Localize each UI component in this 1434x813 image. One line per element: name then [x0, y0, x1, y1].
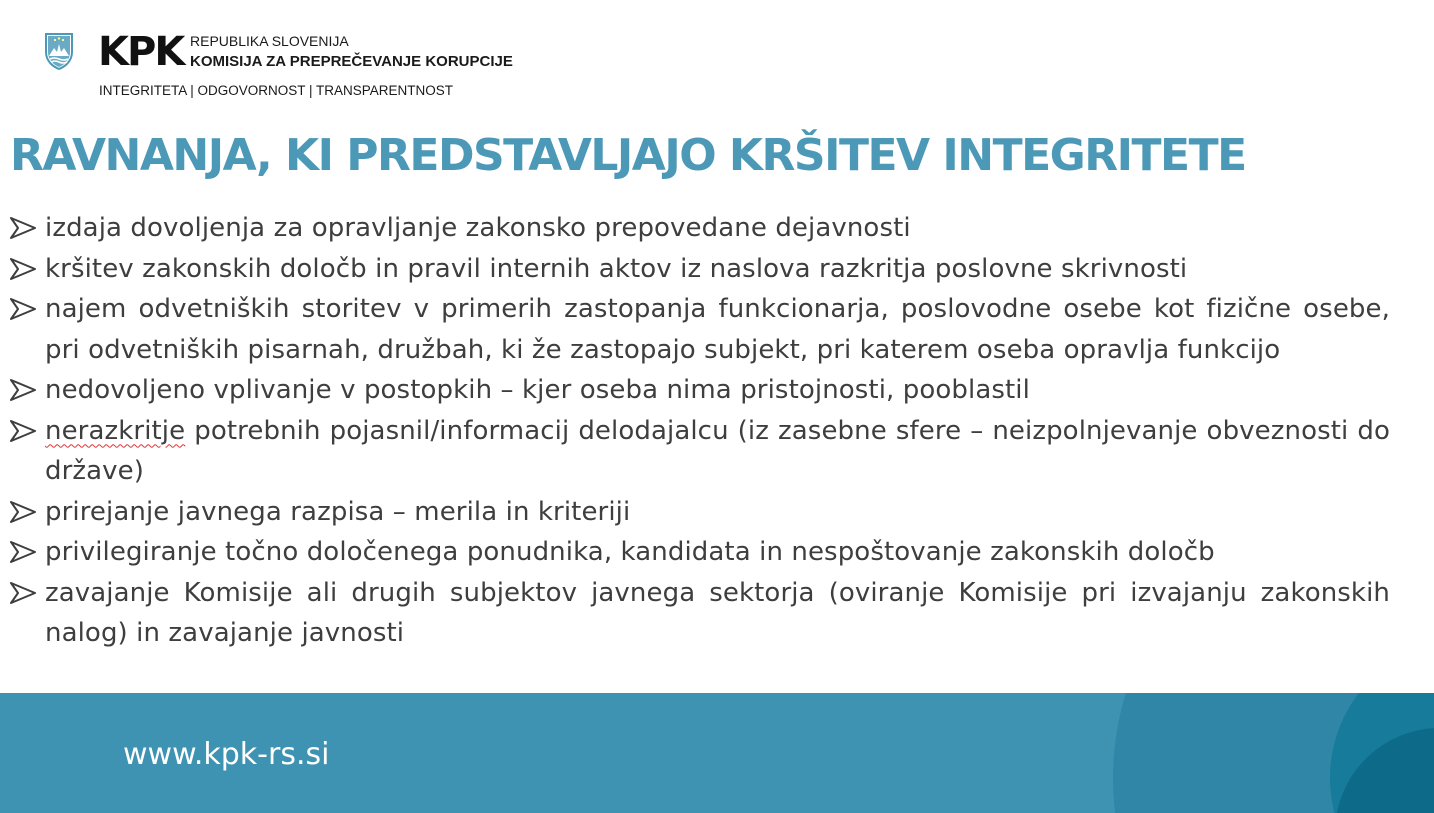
org-country: REPUBLIKA SLOVENIJA [190, 33, 349, 49]
bullet-text: prirejanje javnega razpisa – merila in kriteriji [45, 496, 631, 527]
arrowhead-bullet-icon [10, 582, 36, 604]
bullet-text: kršitev zakonskih določb in pravil internih aktov iz naslova razkritja poslovne skrivnosti [45, 253, 1188, 284]
footer-band [0, 693, 1434, 813]
arrowhead-bullet-icon [10, 217, 36, 239]
bullet-list [10, 208, 1390, 654]
arrowhead-bullet-icon [10, 501, 36, 523]
bullet-text: privilegiranje točno določenega ponudnika, kandidata in nespoštovanje zakonskih določb [45, 537, 1215, 567]
arrowhead-bullet-icon [10, 379, 36, 401]
bullet-item [10, 573, 1390, 654]
tagline: INTEGRITETA | ODGOVORNOST | TRANSPARENTNOST [99, 83, 454, 98]
bullet-item [10, 532, 1390, 573]
header-logo [44, 30, 564, 105]
bullet-text: nedovoljeno vplivanje v postopkih – kjer oseba nima pristojnosti, pooblastil [45, 375, 1030, 405]
logo-wordmark: KPK [98, 29, 184, 75]
org-name: KOMISIJA ZA PREPREČEVANJE KORUPCIJE [190, 53, 513, 70]
bullet-item [10, 411, 1390, 492]
bullet-item [10, 208, 1390, 249]
bullet-text: zavajanje Komisije ali drugih subjektov javnega sektorja (oviranje Komisije pri izvajanju zakonskih nalog) in zavajanje javnosti [45, 577, 1390, 648]
bullet-text: najem odvetniških storitev v primerih zastopanja funkcionarja, poslovodne osebe kot fizične osebe, pri odvetniških pisarnah, družbah, ki že zastopajo subjekt, pri katerem oseba opravlja funkcijo [45, 294, 1390, 365]
bullet-item [10, 492, 1390, 533]
bullet-text: izdaja dovoljenja za opravljanje zakonsko prepovedane dejavnosti [45, 213, 911, 243]
arrowhead-bullet-icon [10, 541, 36, 563]
bullet-text: potrebnih pojasnil/informacij delodajalcu (iz zasebne sfere – neizpolnjevanje obveznosti do države) [45, 415, 1390, 486]
arrowhead-bullet-icon [10, 298, 36, 320]
spellcheck-flagged-word[interactable]: nerazkritje [45, 415, 186, 446]
arrowhead-bullet-icon [10, 420, 36, 442]
coat-of-arms-icon [44, 32, 74, 70]
website-link[interactable]: www.kpk-rs.si [123, 737, 330, 772]
slide-title: RAVNANJA, KI PREDSTAVLJAJO KRŠITEV INTEGRITETE [10, 130, 1246, 181]
bullet-item [10, 289, 1390, 370]
bullet-item [10, 249, 1390, 290]
arrowhead-bullet-icon [10, 258, 36, 280]
bullet-item [10, 370, 1390, 411]
